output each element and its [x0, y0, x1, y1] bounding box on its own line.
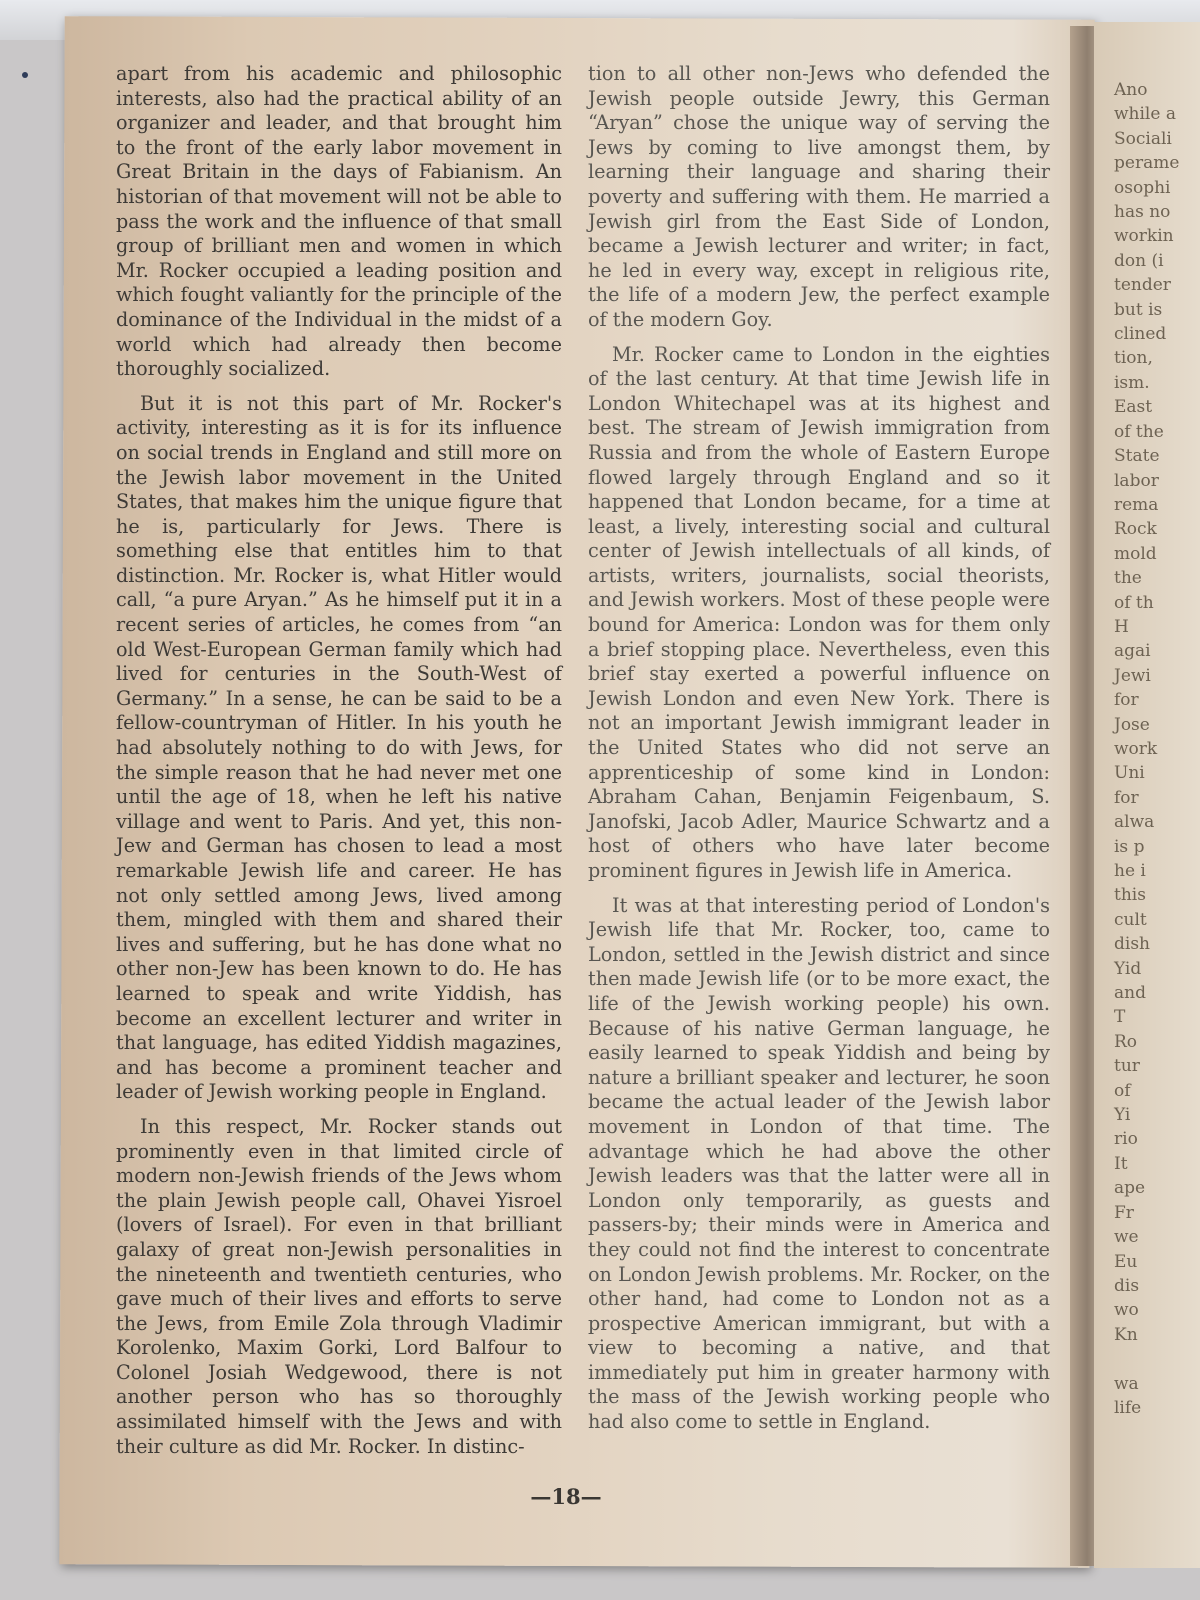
next-page-edge	[1094, 22, 1200, 1568]
ink-mark	[22, 72, 28, 78]
left-column	[116, 62, 562, 1469]
page-number: —18—	[530, 1484, 602, 1509]
paragraph: apart from his academic and philosophic interests, also had the practical ability of an organizer and leader, and that brought him to the front of the early labor movement in Great Britain in the days of Fabianism. An historian of that movement will not be able to pass the work and the influence of that small group of brilliant men and women in which Mr. Rocker occupied a leading position and which fought valiantly for the principle of the dominance of the Individual in the midst of a world which had already then become thoroughly socialized.	[116, 62, 562, 381]
paragraph: Mr. Rocker came to London in the eighties of the last century. At that time Jewish life in London Whitechapel was at its highest and best. The stream of Jewish immigration from Russia and from the whole of Eastern Europe flowed largely through England and so it happened that London became, for a time at least, a lively, interesting social and cultural center of Jewish intellectuals of all kinds, of artists, writers, journalists, social theorists, and Jewish workers. Most of these people were bound for America: London was for them only a brief stopping place. Nevertheless, even this brief stay exerted a powerful influence on Jewish London and even New York. There is not an important Jewish immigrant leader in the United States who did not serve an apprenticeship of some kind in London: Abraham Cahan, Benjamin Feigenbaum, S. Janofski, Jacob Adler, Maurice Schwartz and a host of others who have later become prominent figures in Jewish life in America.	[588, 342, 1050, 882]
next-page-text-fragments: Ano while a Sociali perame osophi has no workin don (i tender but is clined tion, ism. East of the State labor rema Rock mold the of th H agai Jewi for Jose work Uni for alwa is p he i this cult dish Yid and T Ro tur of Yi rio It ape Fr we Eu dis wo Kn wa life	[1114, 80, 1180, 1418]
paragraph: In this respect, Mr. Rocker stands out prominently even in that limited circle of modern non-Jewish friends of the Jews whom the plain Jewish people call, Ohavei Yisroel (lovers of Israel). For even in that brilliant galaxy of great non-Jewish personalities in the nineteenth and twentieth centuries, who gave much of their lives and efforts to serve the Jews, from Emile Zola through Vladimir Korolenko, Maxim Gorki, Lord Balfour to Colonel Josiah Wedgewood, there is not another person who has so thoroughly assimilated himself with the Jews and with their culture as did Mr. Rocker. In distinc-	[116, 1114, 562, 1458]
right-column	[588, 62, 1050, 1445]
paragraph: But it is not this part of Mr. Rocker's activity, interesting as it is for its influence on social trends in England and still more on the Jewish labor movement in the United States, that makes him the unique figure that he is, particularly for Jews. There is something else that entitles him to that distinction. Mr. Rocker is, what Hitler would call, “a pure Aryan.” As he himself put it in a recent series of articles, he comes from “an old West-European German family which had lived for centuries in the South-West of Germany.” In a sense, he can be said to be a fellow-countryman of Hitler. In his youth he had absolutely nothing to do with Jews, for the simple reason that he had never met one until the age of 18, when he left his native village and went to Paris. And yet, this non-Jew and German has chosen to lead a most remarkable Jewish life and career. He has not only settled among Jews, lived among them, mingled with them and shared their lives and suffering, but he has done what no other non-Jew has been known to do. He has learned to speak and write Yiddish, has become an excellent lecturer and writer in that language, has edited Yiddish magazines, and has become a prominent teacher and leader of Jewish working people in England.	[116, 391, 562, 1104]
paragraph: tion to all other non-Jews who defended the Jewish people outside Jewry, this German “Aryan” chose the unique way of serving the Jews by coming to live amongst them, by learning their language and sharing their poverty and suffering with them. He married a Jewish girl from the East Side of London, became a Jewish lecturer and writer; in fact, he led in every way, except in religious rite, the life of a modern Jew, the perfect example of the modern Goy.	[588, 62, 1050, 331]
paragraph: It was at that interesting period of London's Jewish life that Mr. Rocker, too, came to London, settled in the Jewish district and since then made Jewish life (or to be more exact, the life of the Jewish working people) his own. Because of his native German language, he easily learned to speak Yiddish and being by nature a brilliant speaker and lecturer, he soon became the actual leader of the Jewish labor movement in London of that time. The advantage which he had above the other Jewish leaders was that the latter were all in London only temporarily, as guests and passers-by; their minds were in America and they could not find the interest to concentrate on London Jewish problems. Mr. Rocker, on the other hand, had come to London not as a prospective American immigrant, but with a view to becoming a native, and that immediately put him in greater harmony with the mass of the Jewish working people who had also come to settle in England.	[588, 893, 1050, 1434]
